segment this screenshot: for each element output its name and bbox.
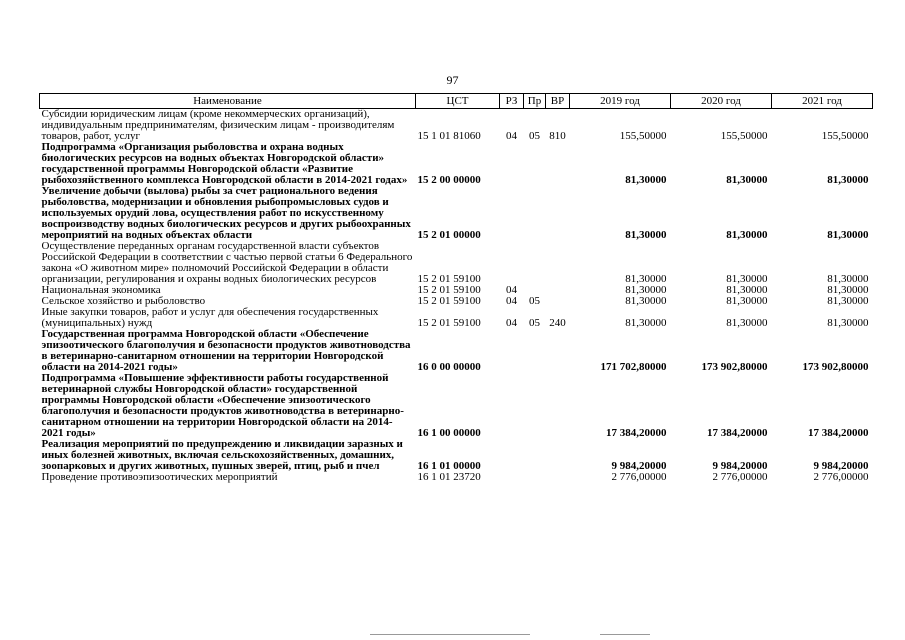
cell-name: Подпрограмма «Организация рыболовства и охрана водных биологических ресурсов на водных объектах Новгородской области» государственной программы Новгородской области «Развитие рыбохозяйственного комплекса Новгородской области в 2014-2021 годах» (41, 141, 408, 186)
header-2021: 2021 год (772, 94, 873, 109)
header-2020: 2020 год (671, 94, 772, 109)
cell-2019: 155,50000 (619, 130, 667, 142)
table-row (40, 186, 873, 241)
header-name: Наименование (40, 94, 416, 109)
cell-cst: 15 2 01 59100 (417, 273, 481, 285)
cell-vr: 240 (549, 317, 566, 329)
cell-2021: 81,30000 (827, 229, 869, 241)
cell-rz (500, 373, 524, 439)
page-number: 97 (446, 73, 459, 87)
cell-2021: 155,50000 (821, 130, 869, 142)
cell-rz: 04 (506, 130, 517, 142)
table-header-row (40, 94, 873, 109)
cell-2021: 81,30000 (827, 284, 869, 296)
cell-2019: 2 776,00000 (611, 471, 667, 483)
table-row (40, 109, 873, 143)
cell-rz (500, 329, 524, 373)
cell-rz (500, 439, 524, 472)
cell-pr: 05 (529, 317, 540, 329)
cell-cst: 15 2 00 00000 (417, 174, 481, 186)
header-rz: РЗ (500, 94, 524, 109)
cell-name: Сельское хозяйство и рыболовство (41, 295, 206, 307)
table-body (40, 109, 873, 484)
cell-rz (500, 186, 524, 241)
cell-2020: 81,30000 (726, 295, 768, 307)
cell-pr (524, 472, 546, 483)
table-row (40, 142, 873, 186)
cell-pr (524, 329, 546, 373)
header-2019: 2019 год (570, 94, 671, 109)
table-row (40, 373, 873, 439)
cell-name: Реализация мероприятий по предупреждению и ликвидации заразных и иных болезней животных, включая сельскохозяйственных, домашних, зоопарковых и других животных, пушных зверей, птиц, рыб и пчел (41, 438, 403, 472)
table-row (40, 329, 873, 373)
header-cst: ЦСТ (416, 94, 500, 109)
cell-2021: 81,30000 (827, 174, 869, 186)
cell-2021: 9 984,20000 (813, 460, 869, 472)
cell-2019: 81,30000 (625, 317, 667, 329)
cell-name: Увеличение добычи (вылова) рыбы за счет рационального ведения рыболовства, модернизации и обновления рыбопромысловых судов и используемых орудий лова, осуществления работ по искусственному воспроизводству водных биологических ресурсов и других рыбоохранных мероприятий на водных объектах области (41, 185, 411, 241)
cell-2020: 81,30000 (726, 229, 768, 241)
cell-rz (500, 241, 524, 285)
cell-2020: 2 776,00000 (712, 471, 768, 483)
cell-2019: 9 984,20000 (611, 460, 667, 472)
cell-vr (546, 472, 570, 483)
cell-cst: 15 2 01 59100 (417, 284, 481, 296)
cell-vr (546, 329, 570, 373)
scan-artifact-line (600, 634, 650, 635)
cell-pr: 05 (529, 130, 540, 142)
cell-rz: 04 (506, 317, 517, 329)
cell-vr (546, 241, 570, 285)
cell-2019: 81,30000 (625, 273, 667, 285)
cell-2020: 81,30000 (726, 317, 768, 329)
cell-2020: 81,30000 (726, 284, 768, 296)
cell-2020: 9 984,20000 (712, 460, 768, 472)
cell-rz: 04 (506, 295, 517, 307)
cell-vr: 810 (549, 130, 566, 142)
cell-2020: 81,30000 (726, 174, 768, 186)
cell-pr (524, 142, 546, 186)
cell-name: Субсидии юридическим лицам (кроме некоммерческих организаций), индивидуальным предпринимателям, физическим лицам - производителям товаров, работ, услуг (41, 108, 395, 142)
cell-2019: 81,30000 (625, 174, 667, 186)
cell-rz: 04 (506, 284, 517, 296)
cell-2021: 81,30000 (827, 295, 869, 307)
cell-2019: 17 384,20000 (606, 427, 667, 439)
cell-vr (546, 296, 570, 307)
header-vr: ВР (546, 94, 570, 109)
cell-cst: 15 2 01 59100 (417, 295, 481, 307)
cell-pr (524, 241, 546, 285)
cell-cst: 15 2 01 59100 (417, 317, 481, 329)
budget-table (39, 93, 873, 483)
cell-name: Иные закупки товаров, работ и услуг для обеспечения государственных (муниципальных) нужд (41, 306, 379, 329)
cell-2020: 81,30000 (726, 273, 768, 285)
cell-pr: 05 (529, 295, 540, 307)
cell-2021: 17 384,20000 (808, 427, 869, 439)
cell-vr (546, 439, 570, 472)
cell-2019: 81,30000 (625, 295, 667, 307)
cell-name: Осуществление переданных органам государственной власти субъектов Российской Федерации в соответствии с частью первой статьи 6 Федерального закона «О животном мире» полномочий Российской Федерации в области организации, регулирования и охраны водных биологических ресурсов (41, 240, 413, 285)
cell-name: Национальная экономика (41, 284, 161, 296)
cell-2020: 155,50000 (720, 130, 768, 142)
cell-vr (546, 373, 570, 439)
cell-cst: 15 1 01 81060 (417, 130, 481, 142)
cell-2021: 173 902,80000 (802, 361, 869, 373)
cell-vr (546, 142, 570, 186)
cell-name: Подпрограмма «Повышение эффективности работы государственной ветеринарной службы Новгородской области» государственной программы Новгородской области «Обеспечение эпизоотического благополучия и безопасности продуктов животноводства в ветеринарно-санитарном отношении на территории Новгородской области на 2014-2021 годы» (41, 372, 404, 439)
cell-rz (500, 142, 524, 186)
cell-2019: 81,30000 (625, 284, 667, 296)
cell-cst: 16 1 01 23720 (417, 471, 481, 483)
cell-vr (546, 285, 570, 296)
cell-2020: 173 902,80000 (701, 361, 768, 373)
cell-2021: 81,30000 (827, 273, 869, 285)
scan-artifact-line (370, 634, 530, 635)
cell-2019: 171 702,80000 (600, 361, 667, 373)
cell-pr (524, 373, 546, 439)
cell-cst: 16 1 01 00000 (417, 460, 481, 472)
cell-vr (546, 186, 570, 241)
cell-cst: 15 2 01 00000 (417, 229, 481, 241)
header-pr: Пр (524, 94, 546, 109)
cell-pr (524, 186, 546, 241)
table-row (40, 307, 873, 329)
cell-pr (524, 439, 546, 472)
cell-2021: 81,30000 (827, 317, 869, 329)
cell-cst: 16 0 00 00000 (417, 361, 481, 373)
cell-name: Государственная программа Новгородской области «Обеспечение эпизоотического благополучия и безопасности продуктов животноводства в ветеринарно-санитарном отношении на территории Новгородской области на 2014-2021 годы» (41, 328, 411, 373)
cell-2020: 17 384,20000 (707, 427, 768, 439)
table-row (40, 439, 873, 472)
table-row (40, 472, 873, 483)
cell-name: Проведение противоэпизоотических мероприятий (41, 471, 278, 483)
cell-rz (500, 472, 524, 483)
table-row (40, 241, 873, 285)
cell-cst: 16 1 00 00000 (417, 427, 481, 439)
cell-2019: 81,30000 (625, 229, 667, 241)
cell-2021: 2 776,00000 (813, 471, 869, 483)
